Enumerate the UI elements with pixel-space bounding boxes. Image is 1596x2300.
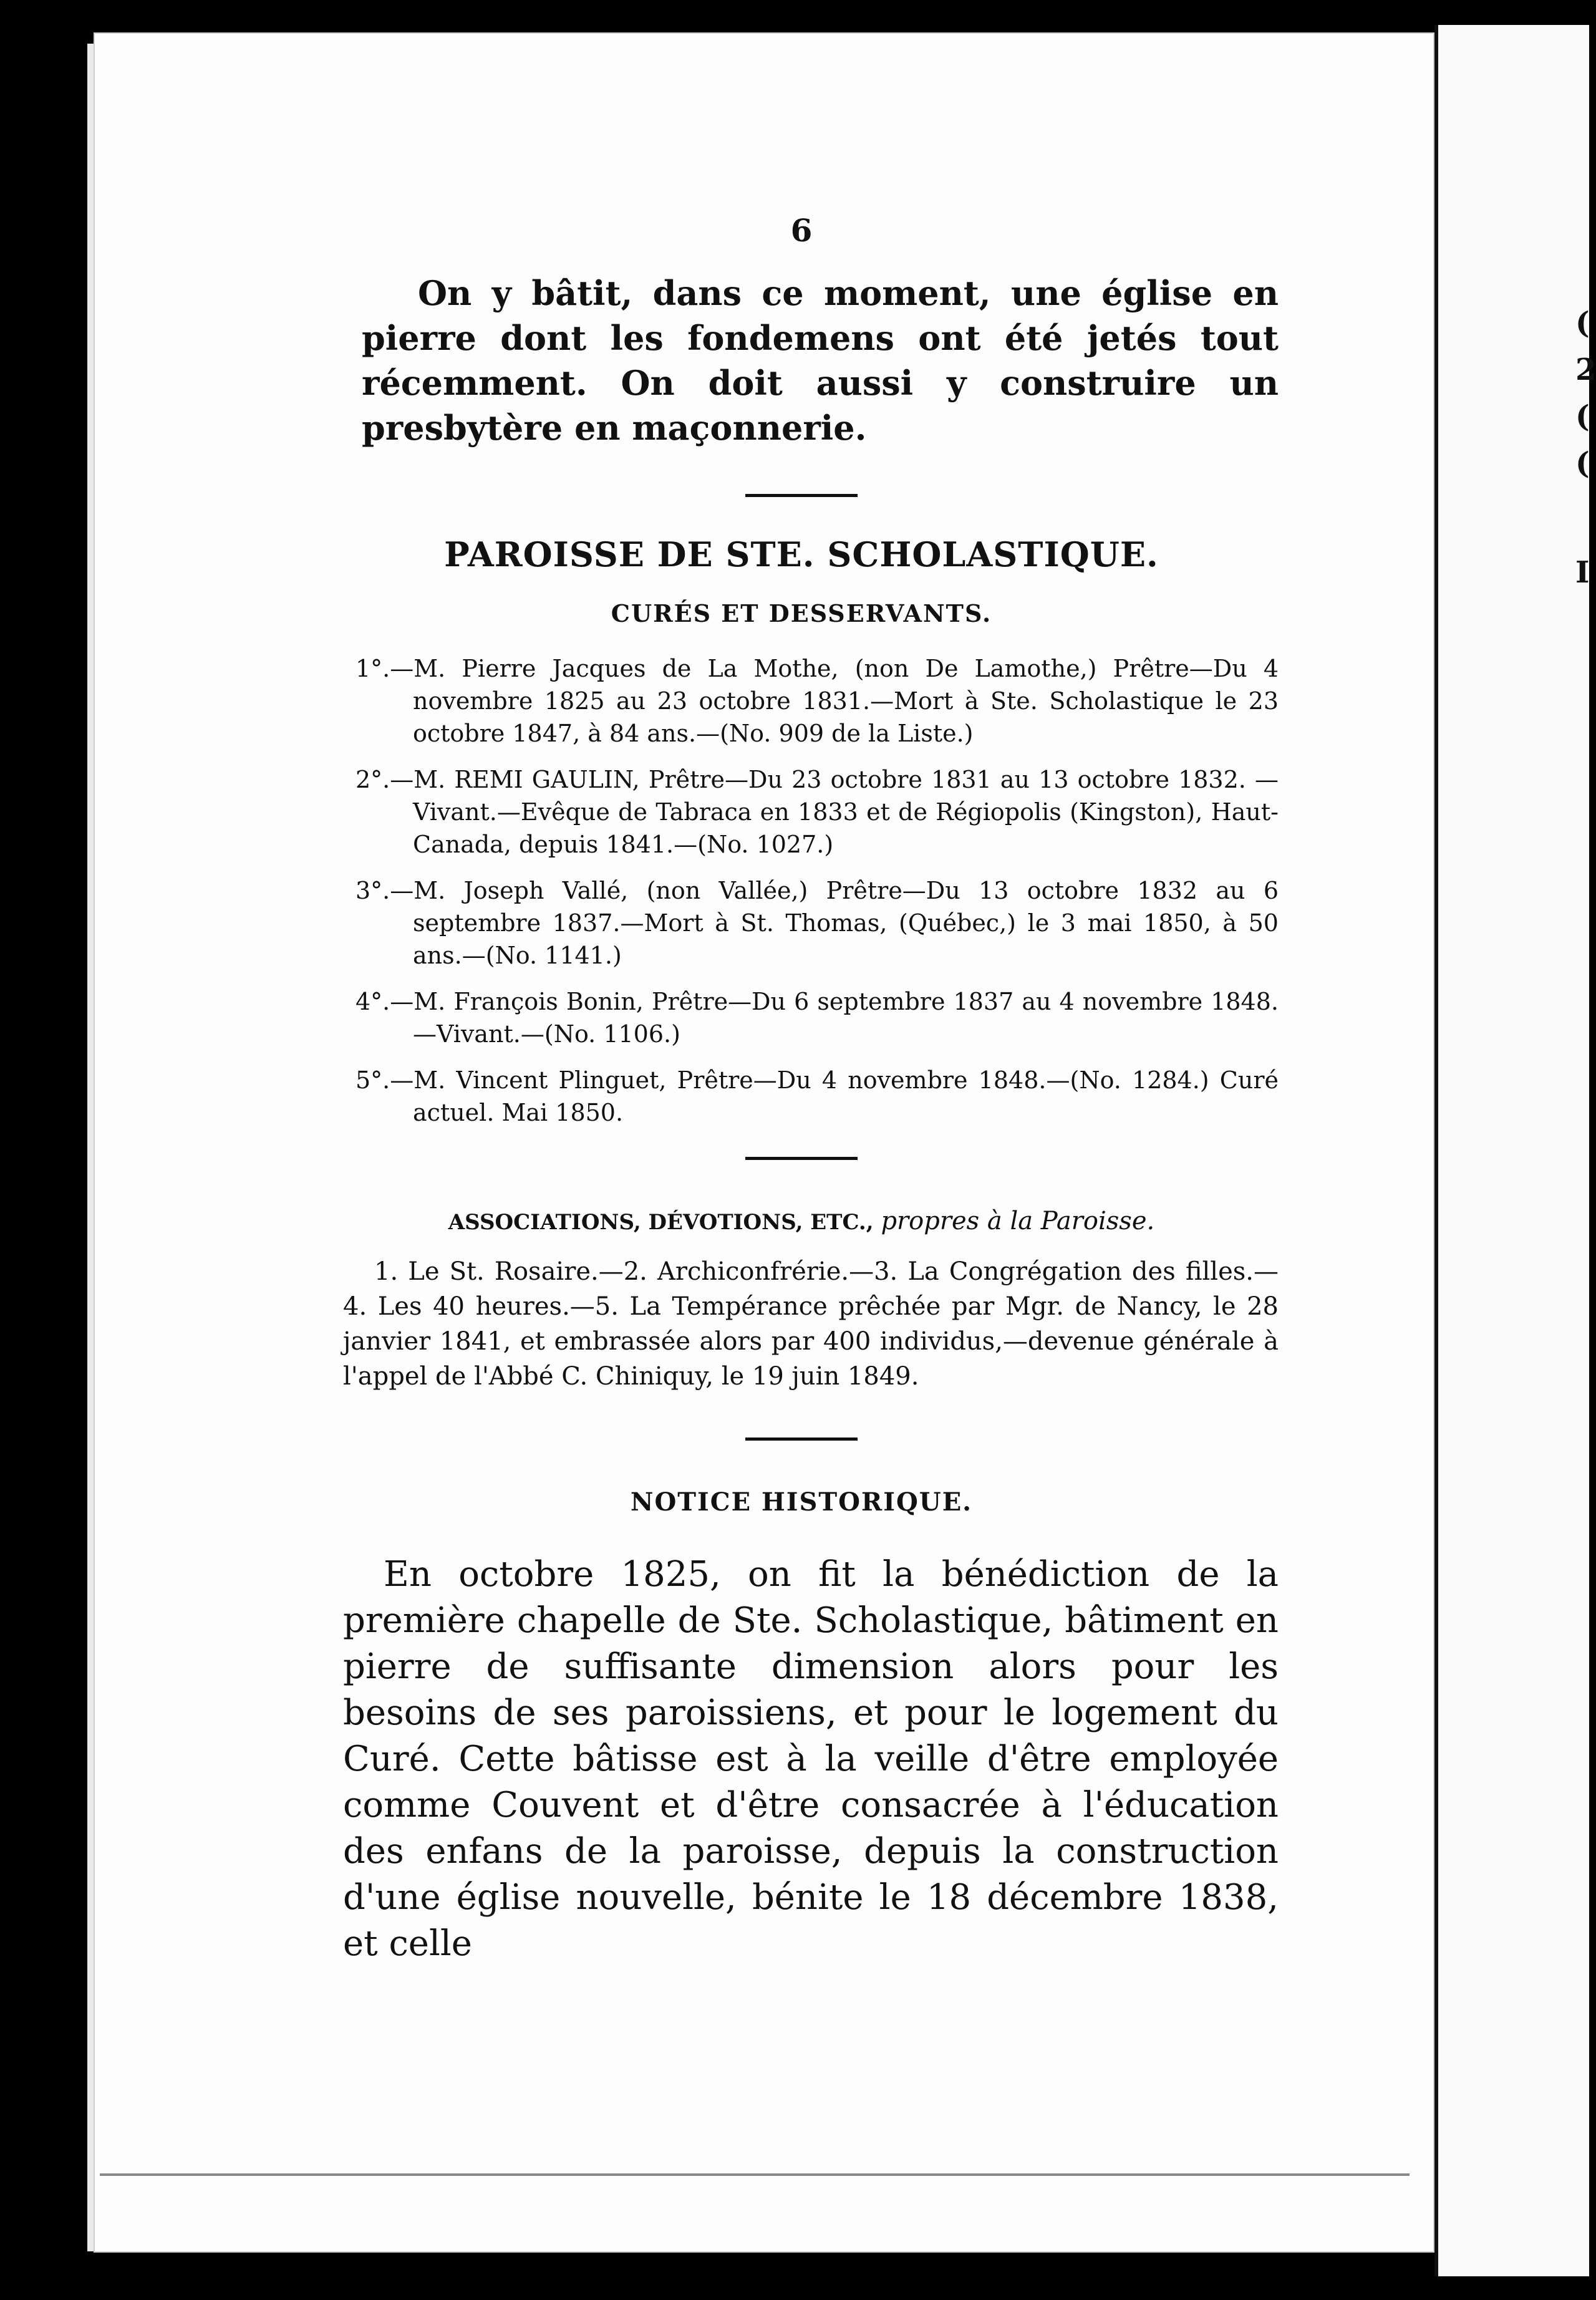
cure-entry: 2°.—M. REMI GAULIN, Prêtre—Du 23 octobre 1831 au 13 octobre 1832. —Vivant.—Evêque de Tabraca en 1833 et de Régiopolis (Kingston), Haut-Canada, depuis 1841.—(No. 1027.)	[355, 766, 1279, 858]
divider	[745, 1157, 858, 1160]
parish-title: PAROISSE DE STE. SCHOLASTIQUE.	[444, 534, 1159, 574]
facing-page-fragment: 2	[1575, 352, 1596, 387]
cure-entry: 4°.—M. François Bonin, Prêtre—Du 6 septembre 1837 au 4 novembre 1848.—Vivant.—(No. 1106.)	[355, 988, 1279, 1048]
facing-page	[1434, 25, 1596, 2276]
cures-list	[355, 652, 1279, 1129]
associations-heading-caps: ASSOCIATIONS, DÉVOTIONS, ETC.,	[448, 1210, 874, 1235]
cure-entry: 1°.—M. Pierre Jacques de La Mothe, (non De Lamothe,) Prêtre—Du 4 novembre 1825 au 23 octobre 1831.—Mort à Ste. Scholastique le 23 octobre 1847, à 84 ans.—(No. 909 de la Liste.)	[355, 655, 1279, 747]
notice-heading: NOTICE HISTORIQUE.	[630, 1487, 973, 1517]
associations-heading	[324, 1207, 1279, 1235]
facing-page-fragment: (	[1575, 399, 1590, 434]
page-number: 6	[790, 212, 813, 249]
cure-entry: 3°.—M. Joseph Vallé, (non Vallée,) Prêtre—Du 13 octobre 1832 au 6 septembre 1837.—Mort à St. Thomas, (Québec,) le 3 mai 1850, à 50 ans.—(No. 1141.)	[355, 877, 1279, 969]
page-content	[324, 187, 1279, 2002]
intro-paragraph: On y bâtit, dans ce moment, une église en pierre dont les fondemens ont été jetés tout récemment. On doit aussi y construire un presbytère en maçonnerie.	[362, 273, 1279, 448]
divider	[745, 494, 858, 497]
cures-heading: CURÉS ET DESSERVANTS.	[611, 599, 992, 627]
facing-page-fragment: (	[1575, 446, 1590, 481]
associations-heading-italic: propres à la Paroisse.	[881, 1207, 1155, 1235]
associations-paragraph: 1. Le St. Rosaire.—2. Archiconfrérie.—3. La Congrégation des filles.—4. Les 40 heures.—5. La Tempérance prêchée par Mgr. de Nancy, le 28 janvier 1841, et embrassée alors par 400 individus,—devenue générale à l'appel de l'Abbé C. Chiniquy, le 19 juin 1849.	[343, 1257, 1279, 1391]
notice-paragraph: En octobre 1825, on fit la bénédiction de la première chapelle de Ste. Scholastique, bâtiment en pierre de suffisante dimension alors pour les besoins de ses paroissiens, et pour le logement du Curé. Cette bâtisse est à la veille d'être employée comme Couvent et d'être consacrée à l'éducation des enfans de la paroisse, depuis la construction d'une église nouvelle, bénite le 18 décembre 1838, et celle	[343, 1554, 1279, 1964]
facing-page-fragment: I	[1575, 555, 1590, 590]
facing-page-fragment: (	[1575, 306, 1590, 341]
page-bottom-edge	[100, 2173, 1410, 2176]
cure-entry: 5°.—M. Vincent Plinguet, Prêtre—Du 4 novembre 1848.—(No. 1284.) Curé actuel. Mai 1850.	[355, 1066, 1279, 1126]
divider	[745, 1438, 858, 1441]
